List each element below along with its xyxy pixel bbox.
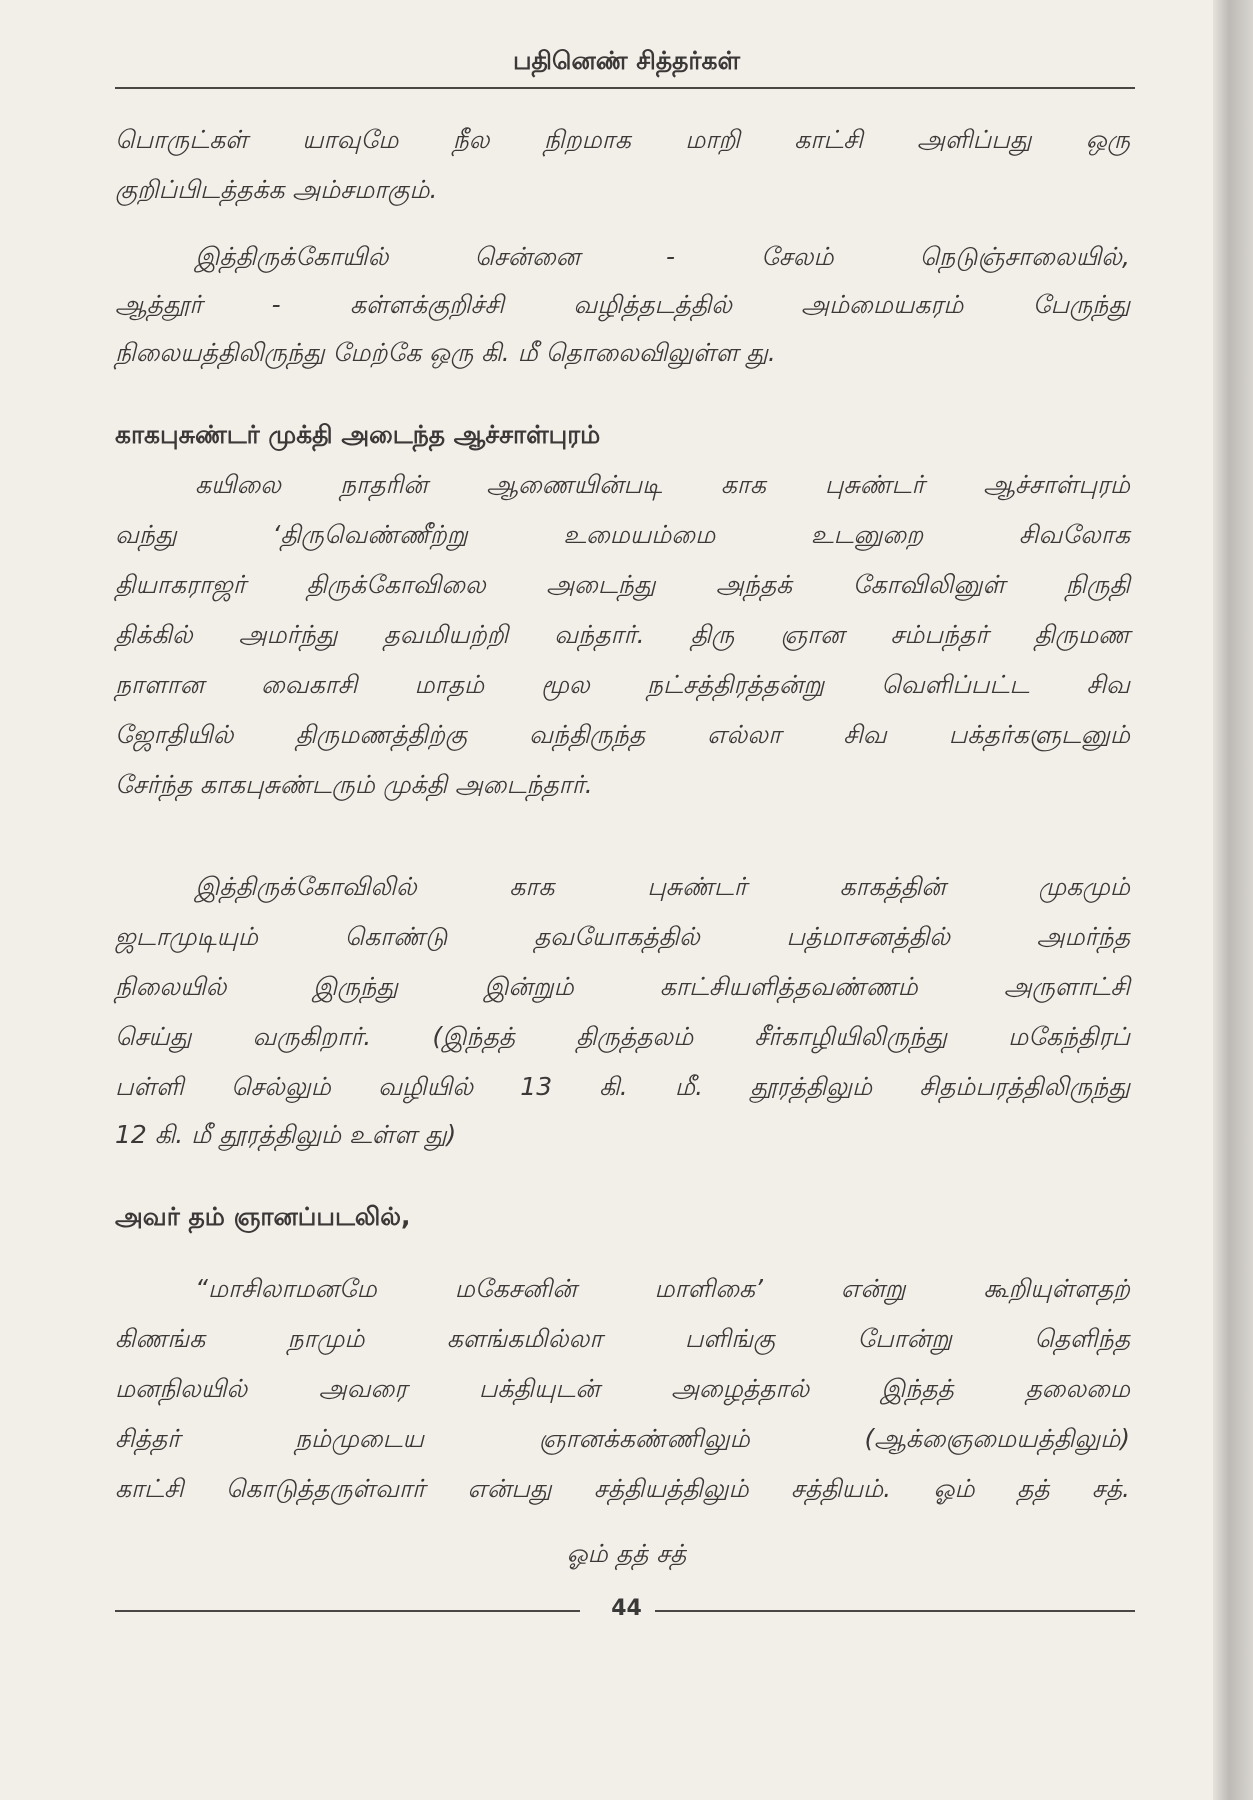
- closing-line: ஓம் தத் சத்: [566, 1539, 687, 1568]
- section-heading: அவர் தம் ஞானப்படலில்,: [115, 1202, 411, 1231]
- text-line: கயிலை நாதரின் ஆணையின்படி காக புசுண்டர் ஆச்சாள்புரம்: [195, 470, 1130, 499]
- text-line: நிலையில் இருந்து இன்றும் காட்சியளித்தவண்ணம் அருளாட்சி: [115, 972, 1130, 1001]
- text-line: சேர்ந்த காகபுசுண்டரும் முக்தி அடைந்தார்.: [115, 770, 593, 799]
- text-line: நாளான வைகாசி மாதம் மூல நட்சத்திரத்தன்று வெளிப்பட்ட சிவ: [115, 670, 1130, 699]
- text-line: “மாசிலாமனமே மகேசனின் மாளிகை’ என்று கூறியுள்ளதற்: [195, 1274, 1130, 1303]
- text-line: நிலையத்திலிருந்து மேற்கே ஒரு கி. மீ தொலைவிலுள்ள து.: [115, 338, 776, 367]
- text-line: வந்து ‘திருவெண்ணீற்று உமையம்மை உடனுறை சிவலோக: [115, 520, 1130, 549]
- text-line: கிணங்க நாமும் களங்கமில்லா பளிங்கு போன்று தெளிந்த: [115, 1324, 1130, 1353]
- text-line: 12 கி. மீ தூரத்திலும் உள்ள து): [115, 1120, 457, 1149]
- footer-rule-right: [655, 1610, 1135, 1612]
- text-line: இத்திருக்கோயில் சென்னை - சேலம் நெடுஞ்சாலையில்,: [195, 242, 1130, 271]
- page-edge-shadow: [1213, 0, 1253, 1800]
- text-line: சித்தர் நம்முடைய ஞானக்கண்ணிலும் (ஆக்ஞைமையத்திலும்): [115, 1424, 1130, 1453]
- text-line: தியாகராஜர் திருக்கோவிலை அடைந்து அந்தக் கோவிலினுள் நிருதி: [115, 570, 1130, 599]
- text-line: பள்ளி செல்லும் வழியில் 13 கி. மீ. தூரத்திலும் சிதம்பரத்திலிருந்து: [115, 1072, 1130, 1101]
- text-line: ஜோதியில் திருமணத்திற்கு வந்திருந்த எல்லா சிவ பக்தர்களுடனும்: [115, 720, 1130, 749]
- text-line: காட்சி கொடுத்தருள்வார் என்பது சத்தியத்திலும் சத்தியம். ஓம் தத் சத்.: [115, 1474, 1130, 1503]
- text-line: இத்திருக்கோவிலில் காக புசுண்டர் காகத்தின் முகமும்: [195, 872, 1130, 901]
- header-rule: [115, 87, 1135, 89]
- section-heading: காகபுசுண்டர் முக்தி அடைந்த ஆச்சாள்புரம்: [115, 420, 601, 449]
- text-line: ஜடாமுடியும் கொண்டு தவயோகத்தில் பத்மாசனத்தில் அமர்ந்த: [115, 922, 1130, 951]
- page-number: 44: [611, 1596, 642, 1621]
- text-line: குறிப்பிடத்தக்க அம்சமாகும்.: [115, 175, 438, 204]
- text-line: ஆத்தூர் - கள்ளக்குறிச்சி வழித்தடத்தில் அம்மையகரம் பேருந்து: [115, 290, 1130, 319]
- running-header: பதினெண் சித்தர்கள்: [512, 46, 741, 75]
- text-line: செய்து வருகிறார். (இந்தத் திருத்தலம் சீர்காழியிலிருந்து மகேந்திரப்: [115, 1022, 1130, 1051]
- text-line: பொருட்கள் யாவுமே நீல நிறமாக மாறி காட்சி அளிப்பது ஒரு: [115, 125, 1130, 154]
- text-line: திக்கில் அமர்ந்து தவமியற்றி வந்தார். திரு ஞான சம்பந்தர் திருமண: [115, 620, 1130, 649]
- text-line: மனநிலயில் அவரை பக்தியுடன் அழைத்தால் இந்தத் தலைமை: [115, 1374, 1130, 1403]
